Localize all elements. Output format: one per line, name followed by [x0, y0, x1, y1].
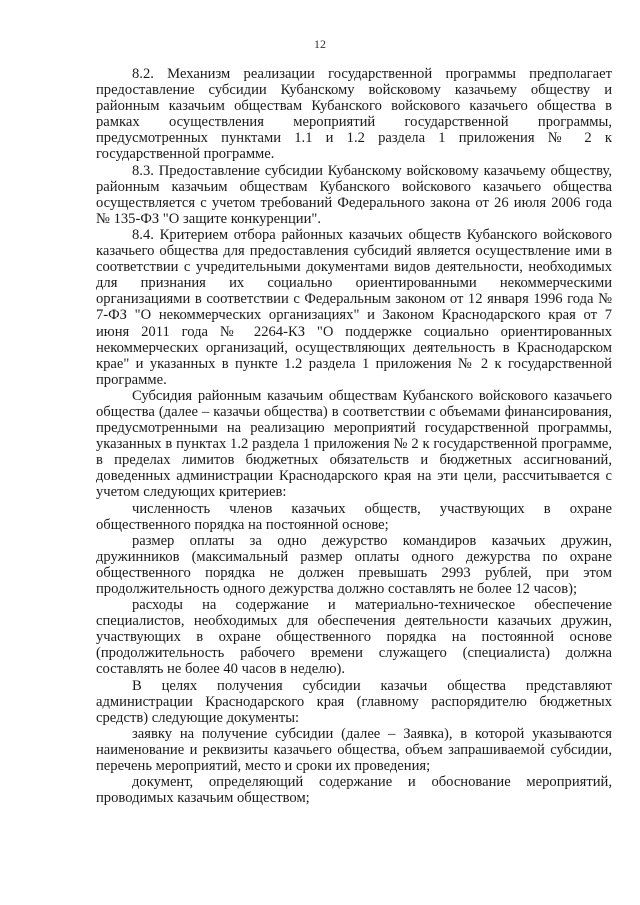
page-number: 12 — [314, 37, 326, 51]
paragraph-required-documents: В целях получения субсидии казачьи общества представляют администрации Краснодарского края (главному распорядителю бюджетных средств) следующие документы: — [96, 677, 612, 726]
paragraph-8-2: 8.2. Механизм реализации государственной программы предполагает предоставление субсидии Кубанскому войсковому казачьему обществу и районным казачьим обществам Кубанского войскового казачьего общества в рамках осуществления мероприятий государственной программы, предусмотренных пунктами 1.1 и 1.2 раздела 1 приложения № 2 к государственной программе. — [96, 66, 612, 163]
document-application: заявку на получение субсидии (далее – Заявка), в которой указываются наименование и реквизиты казачьего общества, объем запрашиваемой субсидии, перечень мероприятий, место и сроки их проведения; — [96, 725, 612, 775]
criterion-members-count: численность членов казачьих обществ, участвующих в охране общественного порядка на постоянной основе; — [96, 500, 612, 533]
criterion-specialist-costs: расходы на содержание и материально-техническое обеспечение специалистов, необходимых для обеспечения деятельности казачьих дружин, участвующих в охране общественного порядка на постоянной основе (продолжительность рабочего времени служащего (специалиста) должна составлять не более 40 часов в неделю). — [96, 597, 612, 678]
paragraph-8-3: 8.3. Предоставление субсидии Кубанскому войсковому казачьему обществу, районным казачьим обществам Кубанского войскового казачьего общества осуществляется с учетом требований Федерального закона от 26 июля 2006 года № 135-ФЗ "О защите конкуренции". — [96, 162, 612, 227]
paragraph-subsidy-criteria: Субсидия районным казачьим обществам Кубанского войскового казачьего общества (далее – казачьи общества) в соответствии с объемами финансирования, предусмотренными на реализацию мероприятий государственной программы, указанных в пунктах 1.2 раздела 1 приложения № 2 к государственной программе, в пределах лимитов бюджетных обязательств и бюджетных ассигнований, доведенных администрации Краснодарского края на эти цели, рассчитывается с учетом следующих критериев: — [96, 387, 612, 501]
document-justification: документ, определяющий содержание и обоснование мероприятий, проводимых казачьим обществом; — [96, 774, 612, 807]
document-body — [96, 66, 612, 806]
criterion-duty-payment: размер оплаты за одно дежурство командиров казачьих дружин, дружинников (максимальный размер оплаты одного дежурства по охране общественного порядка не должен превышать 2993 рублей, при этом продолжительность одного дежурства должно составлять не более 12 часов); — [96, 532, 612, 597]
paragraph-8-4: 8.4. Критерием отбора районных казачьих обществ Кубанского войскового казачьего общества для предоставления субсидий является осуществление ими в соответствии с учредительными документами видов деятельности, необходимых для признания их социально ориентированными некоммерческими организациями в соответствии с Федеральным законом от 12 января 1996 года № 7-ФЗ "О некоммерческих организациях" и Законом Краснодарского края от 7 июня 2011 года № 2264-КЗ "О поддержке социально ориентированных некоммерческих организаций, осуществляющих деятельность в Краснодарском крае" и указанных в пункте 1.2 раздела 1 приложения № 2 к государственной программе. — [96, 226, 612, 388]
